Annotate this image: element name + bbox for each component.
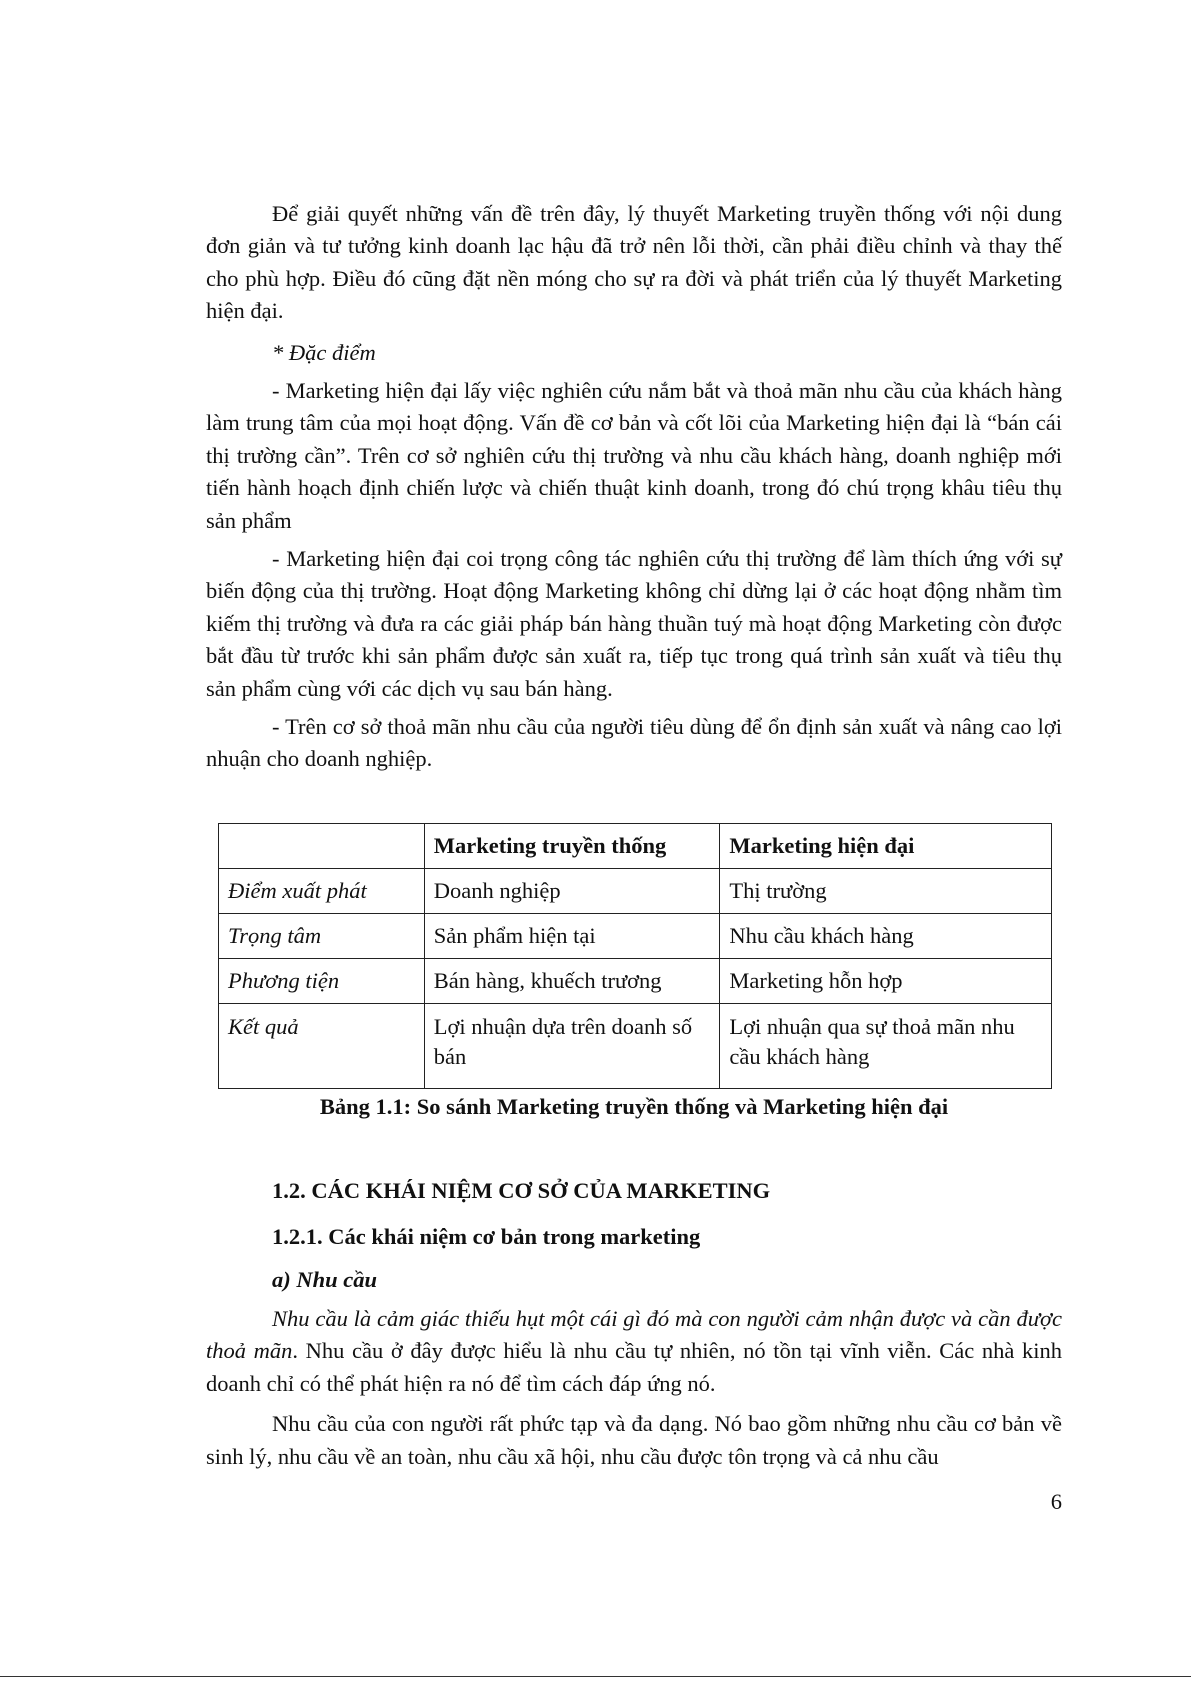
definition-rest: . Nhu cầu ở đây được hiểu là nhu cầu tự nhiên, nó tồn tại vĩnh viễn. Các nhà kinh doanh chỉ có thể phát hiện ra nó để tìm cách đáp ứng nó. [206,1338,1062,1396]
table-cell: Bán hàng, khuếch trương [424,959,720,1004]
features-heading-block [206,337,1062,369]
table-cell: Doanh nghiệp [424,869,720,914]
needs-section [206,1303,1062,1481]
feature-item-2: - Marketing hiện đại coi trọng công tác nghiên cứu thị trường để làm thích ứng với sự biến động của thị trường. Hoạt động Marketing không chỉ dừng lại ở các hoạt động nhằm tìm kiếm thị trường và đưa ra các giải pháp bán hàng thuần tuý mà hoạt động Marketing còn được bắt đầu từ trước khi sản phẩm được sản xuất ra, tiếp tục trong quá trình sản xuất và tiêu thụ sản phẩm cùng với các dịch vụ sau bán hàng. [206,546,1062,701]
page-number: 6 [1050,1489,1062,1514]
bottom-divider [0,1676,1191,1677]
table-cell: Lợi nhuận qua sự thoả mãn nhu cầu khách hàng [720,1004,1052,1089]
section-title: 1.2. CÁC KHÁI NIỆM CƠ SỞ CỦA MARKETING [272,1178,771,1203]
feature-item-3: - Trên cơ sở thoả mãn nhu cầu của người tiêu dùng để ổn định sản xuất và nâng cao lợi nhuận cho doanh nghiệp. [206,714,1062,772]
table-caption: Bảng 1.1: So sánh Marketing truyền thống và Marketing hiện đại [319,1094,949,1119]
feature-item-1: - Marketing hiện đại lấy việc nghiên cứu nắm bắt và thoả mãn nhu cầu của khách hàng làm trung tâm của mọi hoạt động. Vấn đề cơ bản và cốt lõi của Marketing hiện đại là “bán cái thị trường cần”. Trên cơ sở nghiên cứu thị trường và nhu cầu khách hàng, doanh nghiệp mới tiến hành hoạch định chiến lược và chiến thuật kinh doanh, trong đó chú trọng khâu tiêu thụ sản phẩm [206,378,1062,533]
table-header-row [219,824,1052,869]
table-row-label: Trọng tâm [219,914,425,959]
table-row [219,914,1052,959]
intro-section [206,198,1062,328]
item-title: a) Nhu cầu [272,1267,378,1292]
intro-paragraph: Để giải quyết những vấn đề trên đây, lý thuyết Marketing truyền thống với nội dung đơn giản và tư tưởng kinh doanh lạc hậu đã trở nên lỗi thời, cần phải điều chỉnh và thay thế cho phù hợp. Điều đó cũng đặt nền móng cho sự ra đời và phát triển của lý thuyết Marketing hiện đại. [206,201,1062,324]
table-cell: Marketing hỗn hợp [720,959,1052,1004]
table-row-label: Kết quả [219,1004,425,1089]
table-row [219,1004,1052,1089]
comparison-table [218,823,1052,1089]
table-header-cell [219,824,425,869]
table-row-label: Điểm xuất phát [219,869,425,914]
table-row-label: Phương tiện [219,959,425,1004]
table-row [219,959,1052,1004]
table-cell: Thị trường [720,869,1052,914]
table-cell: Lợi nhuận dựa trên doanh số bán [424,1004,720,1089]
table-header-cell: Marketing truyền thống [424,824,720,869]
needs-definition-paragraph [206,1303,1062,1400]
table-row [219,869,1052,914]
table-cell: Nhu cầu khách hàng [720,914,1052,959]
definition-term: Nhu cầu là cảm giác thiếu hụt một cái gì đó mà con người cảm nhận được và cần được thoả mãn [206,1306,1062,1364]
features-list [206,375,1062,782]
needs-paragraph-2: Nhu cầu của con người rất phức tạp và đa dạng. Nó bao gồm những nhu cầu cơ bản về sinh lý, nhu cầu về an toàn, nhu cầu xã hội, nhu cầu được tôn trọng và cả nhu cầu [206,1411,1062,1469]
table-header-cell: Marketing hiện đại [720,824,1052,869]
table-cell: Sản phẩm hiện tại [424,914,720,959]
features-heading: * Đặc điểm [272,340,376,365]
subsection-title: 1.2.1. Các khái niệm cơ bản trong marketing [272,1224,701,1249]
